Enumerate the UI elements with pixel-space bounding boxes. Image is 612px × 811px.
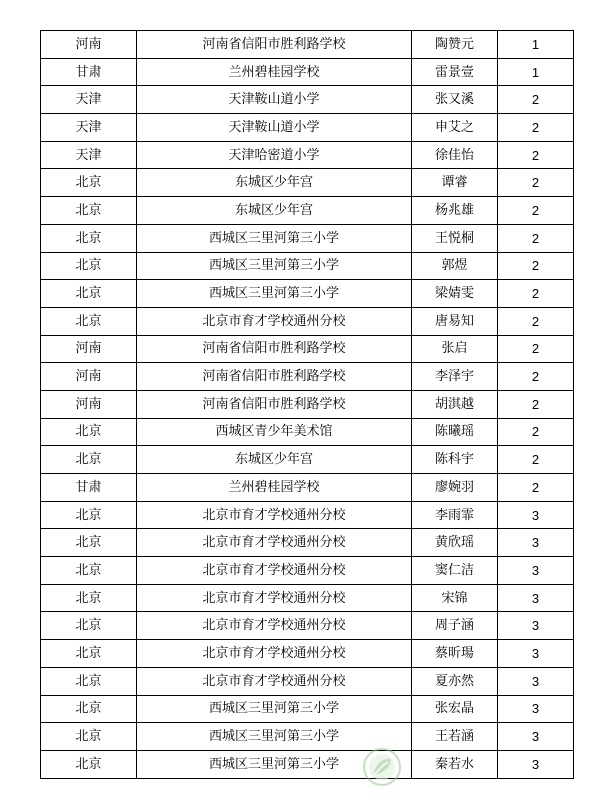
school-cell: 天津鞍山道小学 <box>137 86 412 114</box>
prize-cell: 1 <box>498 58 574 86</box>
name-cell: 蔡昕瑒 <box>412 640 498 668</box>
school-cell: 西城区三里河第三小学 <box>137 252 412 280</box>
prize-cell: 2 <box>498 252 574 280</box>
region-cell: 北京 <box>41 224 137 252</box>
region-cell: 北京 <box>41 695 137 723</box>
school-cell: 河南省信阳市胜利路学校 <box>137 363 412 391</box>
table-row <box>41 390 574 418</box>
prize-cell: 2 <box>498 418 574 446</box>
school-cell: 兰州碧桂园学校 <box>137 58 412 86</box>
table-row <box>41 640 574 668</box>
name-cell: 郭煜 <box>412 252 498 280</box>
school-cell: 北京市育才学校通州分校 <box>137 307 412 335</box>
school-cell: 西城区三里河第三小学 <box>137 280 412 308</box>
region-cell: 甘肃 <box>41 58 137 86</box>
name-cell: 徐佳怡 <box>412 141 498 169</box>
school-cell: 河南省信阳市胜利路学校 <box>137 335 412 363</box>
school-cell: 东城区少年宫 <box>137 446 412 474</box>
region-cell: 北京 <box>41 557 137 585</box>
prize-cell: 3 <box>498 529 574 557</box>
name-cell: 张宏晶 <box>412 695 498 723</box>
prize-cell: 2 <box>498 141 574 169</box>
prize-cell: 3 <box>498 584 574 612</box>
region-cell: 北京 <box>41 197 137 225</box>
name-cell: 李雨霏 <box>412 501 498 529</box>
prize-cell: 2 <box>498 335 574 363</box>
prize-cell: 1 <box>498 31 574 59</box>
region-cell: 北京 <box>41 723 137 751</box>
region-cell: 天津 <box>41 114 137 142</box>
results-table-body <box>41 31 574 779</box>
region-cell: 河南 <box>41 335 137 363</box>
results-table <box>40 30 574 779</box>
prize-cell: 2 <box>498 446 574 474</box>
name-cell: 谭睿 <box>412 169 498 197</box>
table-row <box>41 363 574 391</box>
table-row <box>41 197 574 225</box>
prize-cell: 3 <box>498 667 574 695</box>
name-cell: 黄欣瑶 <box>412 529 498 557</box>
region-cell: 北京 <box>41 584 137 612</box>
table-row <box>41 114 574 142</box>
prize-cell: 3 <box>498 750 574 778</box>
region-cell: 河南 <box>41 31 137 59</box>
region-cell: 北京 <box>41 750 137 778</box>
region-cell: 北京 <box>41 640 137 668</box>
name-cell: 梁婧雯 <box>412 280 498 308</box>
prize-cell: 2 <box>498 86 574 114</box>
name-cell: 唐易知 <box>412 307 498 335</box>
school-cell: 西城区三里河第三小学 <box>137 224 412 252</box>
prize-cell: 2 <box>498 169 574 197</box>
name-cell: 雷景壹 <box>412 58 498 86</box>
name-cell: 杨兆雄 <box>412 197 498 225</box>
school-cell: 东城区少年宫 <box>137 197 412 225</box>
school-cell: 北京市育才学校通州分校 <box>137 640 412 668</box>
prize-cell: 2 <box>498 474 574 502</box>
region-cell: 河南 <box>41 363 137 391</box>
prize-cell: 2 <box>498 307 574 335</box>
table-row <box>41 58 574 86</box>
region-cell: 天津 <box>41 141 137 169</box>
school-cell: 西城区青少年美术馆 <box>137 418 412 446</box>
region-cell: 北京 <box>41 612 137 640</box>
table-row <box>41 169 574 197</box>
name-cell: 王若涵 <box>412 723 498 751</box>
prize-cell: 2 <box>498 224 574 252</box>
name-cell: 窦仁洁 <box>412 557 498 585</box>
region-cell: 北京 <box>41 418 137 446</box>
school-cell: 北京市育才学校通州分校 <box>137 612 412 640</box>
school-cell: 河南省信阳市胜利路学校 <box>137 31 412 59</box>
name-cell: 宋锦 <box>412 584 498 612</box>
school-cell: 东城区少年宫 <box>137 169 412 197</box>
region-cell: 北京 <box>41 667 137 695</box>
name-cell: 胡淇越 <box>412 390 498 418</box>
school-cell: 河南省信阳市胜利路学校 <box>137 390 412 418</box>
table-row <box>41 474 574 502</box>
school-cell: 北京市育才学校通州分校 <box>137 501 412 529</box>
school-cell: 北京市育才学校通州分校 <box>137 584 412 612</box>
name-cell: 陈科宇 <box>412 446 498 474</box>
table-row <box>41 584 574 612</box>
table-row <box>41 557 574 585</box>
region-cell: 北京 <box>41 529 137 557</box>
table-row <box>41 446 574 474</box>
table-row <box>41 141 574 169</box>
name-cell: 陈曦瑶 <box>412 418 498 446</box>
table-row <box>41 667 574 695</box>
table-row <box>41 695 574 723</box>
school-cell: 西城区三里河第三小学 <box>137 723 412 751</box>
school-cell: 天津鞍山道小学 <box>137 114 412 142</box>
table-row <box>41 750 574 778</box>
table-row <box>41 280 574 308</box>
prize-cell: 3 <box>498 501 574 529</box>
table-row <box>41 529 574 557</box>
school-cell: 北京市育才学校通州分校 <box>137 557 412 585</box>
name-cell: 廖婉羽 <box>412 474 498 502</box>
results-sheet <box>40 30 573 779</box>
school-cell: 西城区三里河第三小学 <box>137 750 412 778</box>
region-cell: 甘肃 <box>41 474 137 502</box>
prize-cell: 3 <box>498 557 574 585</box>
school-cell: 西城区三里河第三小学 <box>137 695 412 723</box>
name-cell: 王悦桐 <box>412 224 498 252</box>
name-cell: 张启 <box>412 335 498 363</box>
name-cell: 张又溪 <box>412 86 498 114</box>
table-row <box>41 501 574 529</box>
region-cell: 北京 <box>41 501 137 529</box>
region-cell: 北京 <box>41 280 137 308</box>
table-row <box>41 612 574 640</box>
name-cell: 夏亦然 <box>412 667 498 695</box>
name-cell: 申艾之 <box>412 114 498 142</box>
table-row <box>41 86 574 114</box>
school-cell: 北京市育才学校通州分校 <box>137 529 412 557</box>
region-cell: 河南 <box>41 390 137 418</box>
prize-cell: 3 <box>498 723 574 751</box>
prize-cell: 3 <box>498 612 574 640</box>
table-row <box>41 31 574 59</box>
region-cell: 天津 <box>41 86 137 114</box>
table-row <box>41 335 574 363</box>
region-cell: 北京 <box>41 446 137 474</box>
region-cell: 北京 <box>41 169 137 197</box>
table-row <box>41 224 574 252</box>
prize-cell: 2 <box>498 363 574 391</box>
table-row <box>41 307 574 335</box>
school-cell: 北京市育才学校通州分校 <box>137 667 412 695</box>
name-cell: 秦若水 <box>412 750 498 778</box>
prize-cell: 2 <box>498 390 574 418</box>
school-cell: 兰州碧桂园学校 <box>137 474 412 502</box>
table-row <box>41 252 574 280</box>
table-row <box>41 418 574 446</box>
prize-cell: 3 <box>498 640 574 668</box>
table-row <box>41 723 574 751</box>
prize-cell: 2 <box>498 197 574 225</box>
region-cell: 北京 <box>41 252 137 280</box>
name-cell: 陶赞元 <box>412 31 498 59</box>
name-cell: 周子涵 <box>412 612 498 640</box>
region-cell: 北京 <box>41 307 137 335</box>
name-cell: 李泽宇 <box>412 363 498 391</box>
prize-cell: 2 <box>498 114 574 142</box>
prize-cell: 3 <box>498 695 574 723</box>
prize-cell: 2 <box>498 280 574 308</box>
school-cell: 天津哈密道小学 <box>137 141 412 169</box>
